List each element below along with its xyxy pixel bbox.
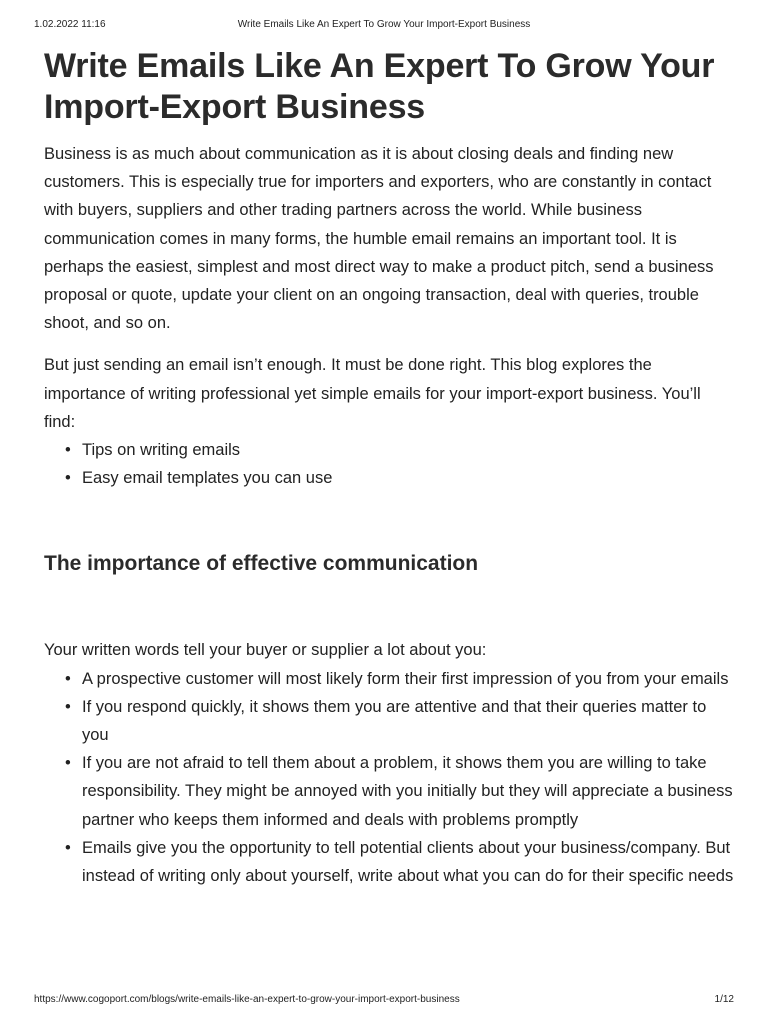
bullet-icon: •: [65, 754, 71, 773]
print-header: [34, 18, 734, 32]
bullet-icon: •: [65, 838, 71, 857]
list-item: [65, 436, 734, 464]
list-item: [65, 464, 734, 492]
list-item: [65, 749, 734, 834]
print-page-title: Write Emails Like An Expert To Grow Your Import-Export Business: [237, 19, 531, 30]
list-item-text: If you respond quickly, it shows them you are attentive and that their queries matter to you: [82, 697, 707, 745]
list-item: [65, 693, 734, 749]
bullet-icon: •: [65, 441, 71, 460]
list-item-text: Easy email templates you can use: [82, 469, 333, 488]
list-item-text: A prospective customer will most likely form their first impression of you from your emails: [82, 669, 729, 688]
communication-list: [44, 665, 734, 891]
list-item: [65, 665, 734, 693]
list-item-text: Emails give you the opportunity to tell potential clients about your business/company. But instead of writing only about yourself, write about what you can do for their specific needs: [82, 838, 734, 886]
list-item-text: Tips on writing emails: [82, 441, 241, 460]
find-list: [44, 436, 734, 492]
print-footer: [34, 993, 734, 1007]
section-intro-paragraph: Your written words tell your buyer or supplier a lot about you:: [44, 641, 487, 660]
list-item-text: If you are not afraid to tell them about a problem, it shows them you are willing to take responsibility. They might be annoyed with you initially but they will appreciate a business partner who keeps them informed and deals with problems promptly: [82, 754, 733, 829]
section-heading: The importance of effective communication: [44, 552, 479, 576]
bullet-icon: •: [65, 669, 71, 688]
article-content: [44, 46, 734, 890]
page-url: https://www.cogoport.com/blogs/write-emails-like-an-expert-to-grow-your-import-export-business: [34, 994, 460, 1005]
bullet-icon: •: [65, 697, 71, 716]
print-date: 1.02.2022 11:16: [34, 19, 106, 30]
bullet-icon: •: [65, 469, 71, 488]
list-item: [65, 834, 734, 890]
article-title: Write Emails Like An Expert To Grow Your Import-Export Business: [44, 47, 715, 126]
blog-overview-paragraph: But just sending an email isn’t enough. It must be done right. This blog explores the importance of writing professional yet simple emails for your import-export business. You’ll find:: [44, 356, 701, 431]
intro-paragraph: Business is as much about communication as it is about closing deals and finding new customers. This is especially true for importers and exporters, who are constantly in contact with buyers, suppliers and other trading partners across the world. While business communication comes in many forms, the humble email remains an important tool. It is perhaps the easiest, simplest and most direct way to make a product pitch, send a business proposal or quote, update your client on an ongoing transaction, deal with queries, trouble shoot, and so on.: [44, 145, 714, 333]
page-number: 1/12: [714, 994, 734, 1005]
